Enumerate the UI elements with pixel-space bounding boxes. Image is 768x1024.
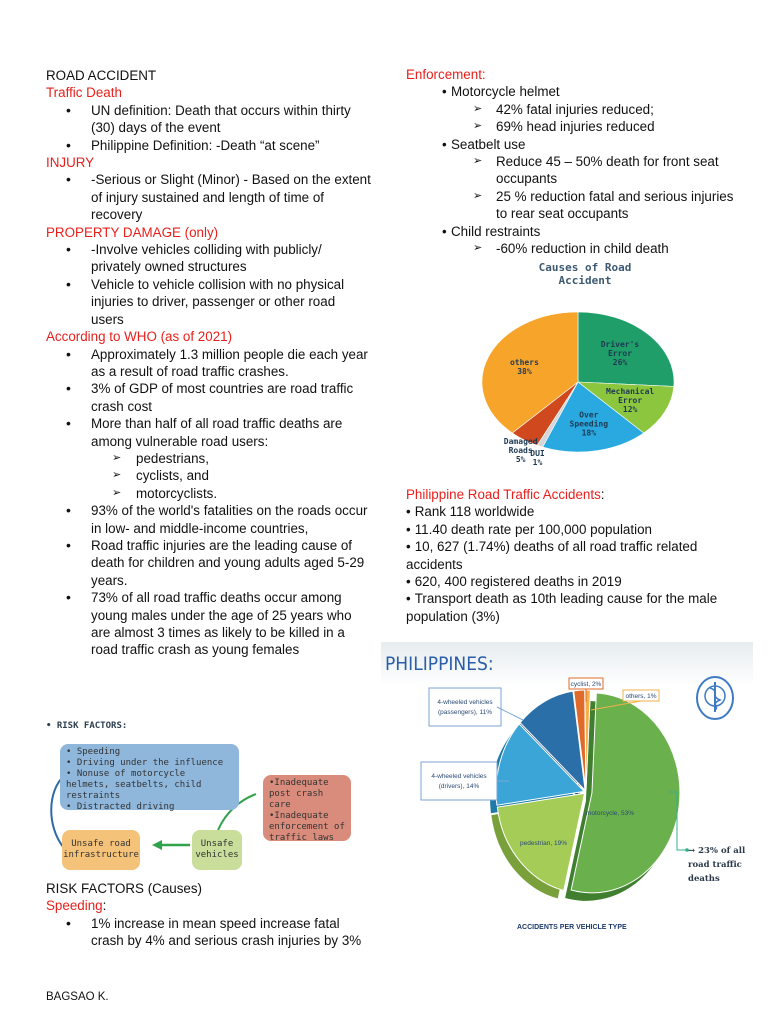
ph-colon: :: [600, 487, 605, 502]
pie-slice-label: Damaged: [503, 436, 538, 446]
pie-slice-label: DUI: [530, 448, 545, 458]
list-item-text: Transport death as 10th leading cause for the male population (3%): [406, 591, 718, 624]
risk-box-orange: Unsafe road infrastructure: [62, 830, 140, 870]
pie-slice-label: Speeding: [569, 419, 609, 429]
sub-list-item: ➢ 69% head injuries reduced: [406, 118, 746, 135]
callout-label: others, 1%: [625, 693, 657, 700]
list-item: • 73% of all road traffic deaths occur among young males under the age of 25 years who are almost 3 times as likely to be killed in a road traffic crash as young females: [46, 589, 371, 659]
risk-item: • Driving under the influence: [66, 758, 224, 768]
sub-list-item: ➢ cyclists, and: [46, 467, 371, 484]
list-item: • 3% of GDP of most countries are road traffic crash cost: [46, 380, 371, 415]
callout-box: [421, 762, 497, 800]
list-item: • UN definition: Death that occurs within thirty (30) days of the event: [46, 102, 371, 137]
chart-title-line: Accident: [558, 274, 612, 287]
risk-item: • Speeding: [66, 747, 121, 757]
sub-list-item: ➢ -60% reduction in child death: [406, 240, 746, 257]
list-item: • -Serious or Slight (Minor) - Based on the extent of injury sustained and length of time of recovery: [46, 171, 371, 223]
pie-slice-label: 26%: [612, 358, 628, 368]
annotation-text: road traffic: [688, 860, 742, 870]
list-item-text: 11.40 death rate per 100,000 population: [414, 521, 652, 537]
list-item: • 1% increase in mean speed increase fatal crash by 4% and serious crash injuries by 3%: [46, 915, 371, 950]
risk-box-blue: [60, 744, 239, 810]
arrow-head-left: [152, 840, 162, 850]
pie-slice-label: Driver's: [600, 340, 640, 350]
speeding-heading: Speeding: [46, 898, 103, 914]
ph-accidents-section: [406, 486, 751, 625]
who-heading: According to WHO (as of 2021): [46, 329, 233, 345]
pie-slice-label: Roads: [508, 445, 533, 455]
slice-label: motorcycle, 53%: [586, 810, 635, 817]
risk-box-green: Unsafe vehicles: [192, 830, 242, 870]
callout-label: (drivers), 14%: [438, 783, 480, 790]
pie-slice-label: Error: [607, 349, 633, 359]
pie-slice-label: Over: [579, 410, 599, 420]
property-damage-list: [46, 241, 371, 328]
chart-subtitle: ACCIDENTS PER VEHICLE TYPE: [517, 924, 627, 931]
list-item: [406, 590, 751, 625]
list-item: • Approximately 1.3 million people die each year as a result of road traffic crashes.: [46, 346, 371, 381]
callout-label: 4-wheeled vehicles: [431, 773, 487, 780]
callout-box: [429, 688, 501, 726]
list-item: • Seatbelt use: [406, 136, 746, 153]
list-item: • Road traffic injuries are the leading cause of death for children and young adults aged 5-29 years.: [46, 537, 371, 589]
enforcement-section: [406, 66, 746, 257]
list-item: • More than half of all road traffic deaths are among vulnerable road users:: [46, 415, 371, 450]
injury-heading: INJURY: [46, 155, 95, 171]
risk-item: • Distracted driving: [66, 802, 175, 812]
list-item-text: 620, 400 registered deaths in 2019: [414, 574, 622, 590]
pie-slice-label: 38%: [517, 367, 532, 377]
risk-box-red: [263, 775, 351, 841]
speeding-list: [46, 915, 371, 950]
property-damage-heading: PROPERTY DAMAGE (only): [46, 224, 219, 240]
annotation-text: → 23% of all: [688, 846, 746, 856]
sub-list-item: ➢ Reduce 45 – 50% death for front seat occupants: [406, 153, 746, 188]
annotation-text: deaths: [688, 874, 720, 884]
left-column: [46, 67, 371, 659]
who-list: [46, 346, 371, 659]
ph-heading: Philippine Road Traffic Accidents: [406, 487, 601, 502]
callout-label: 4-wheeled vehicles: [437, 699, 493, 706]
footer-author: BAGSAO K.: [46, 991, 109, 1003]
list-item: [406, 503, 751, 520]
list-item: • Child restraints: [406, 223, 746, 240]
pie-slice-label: 12%: [622, 404, 638, 414]
list-item: • 93% of the world's fatalities on the roads occur in low- and middle-income countries,: [46, 502, 371, 537]
sub-list-item: ➢ 42% fatal injuries reduced;: [406, 101, 746, 118]
risk-item: •Inadequate enforcement of traffic laws: [269, 811, 345, 843]
risk-item: •Inadequate post crash care: [269, 778, 329, 810]
risk-causes-heading: RISK FACTORS (Causes): [46, 881, 203, 896]
list-item: • Motorcycle helmet: [406, 83, 746, 100]
page-title: ROAD ACCIDENT: [46, 68, 157, 83]
list-item: [406, 538, 751, 573]
chart-title-line: Causes of Road: [538, 261, 632, 274]
callout-label: (passengers), 11%: [437, 709, 493, 716]
enforcement-heading: Enforcement:: [406, 67, 486, 82]
pie-slice-label: 5%: [515, 454, 526, 464]
speeding-colon: :: [102, 898, 107, 914]
pie-slice-label: 1%: [532, 457, 543, 467]
risk-causes-section: [46, 880, 371, 950]
traffic-death-list: [46, 102, 371, 154]
sub-list-item: ➢ motorcyclists.: [46, 485, 371, 502]
list-item: [406, 573, 751, 590]
pie-slice-label: Mechanical: [606, 386, 655, 396]
pie-slice-label: Error: [618, 395, 643, 405]
list-item: • -Involve vehicles colliding with publicly/ privately owned structures: [46, 241, 371, 276]
sub-list-item: ➢ 25 % reduction fatal and serious injuries to rear seat occupants: [406, 188, 746, 223]
chart-title: PHILIPPINES:: [385, 653, 494, 675]
slice-label: pedestrian, 19%: [520, 840, 567, 847]
traffic-death-heading: Traffic Death: [46, 85, 122, 101]
list-item: • Philippine Definition: -Death “at scene”: [46, 137, 371, 154]
list-item-text: Rank 118 worldwide: [414, 504, 535, 520]
list-item: [406, 521, 751, 538]
enforcement-list: [406, 83, 746, 257]
causes-pie-chart: [470, 258, 710, 470]
pie-slice-label: others: [509, 358, 539, 368]
injury-list: [46, 171, 371, 223]
risk-diagram-title: • RISK FACTORS:: [46, 721, 128, 731]
sub-list-item: ➢ pedestrians,: [46, 450, 371, 467]
risk-item: • Nonuse of motorcycle helmets, seatbelts, child restraints: [66, 769, 202, 801]
callout-label: cyclist, 2%: [570, 681, 602, 688]
list-item: • Vehicle to vehicle collision with no physical injuries to driver, passenger or other road users: [46, 276, 371, 328]
philippines-pie-chart: [381, 642, 753, 938]
pie-slice-label: 18%: [581, 428, 597, 438]
list-item-text: 10, 627 (1.74%) deaths of all road traffic related accidents: [406, 539, 698, 572]
